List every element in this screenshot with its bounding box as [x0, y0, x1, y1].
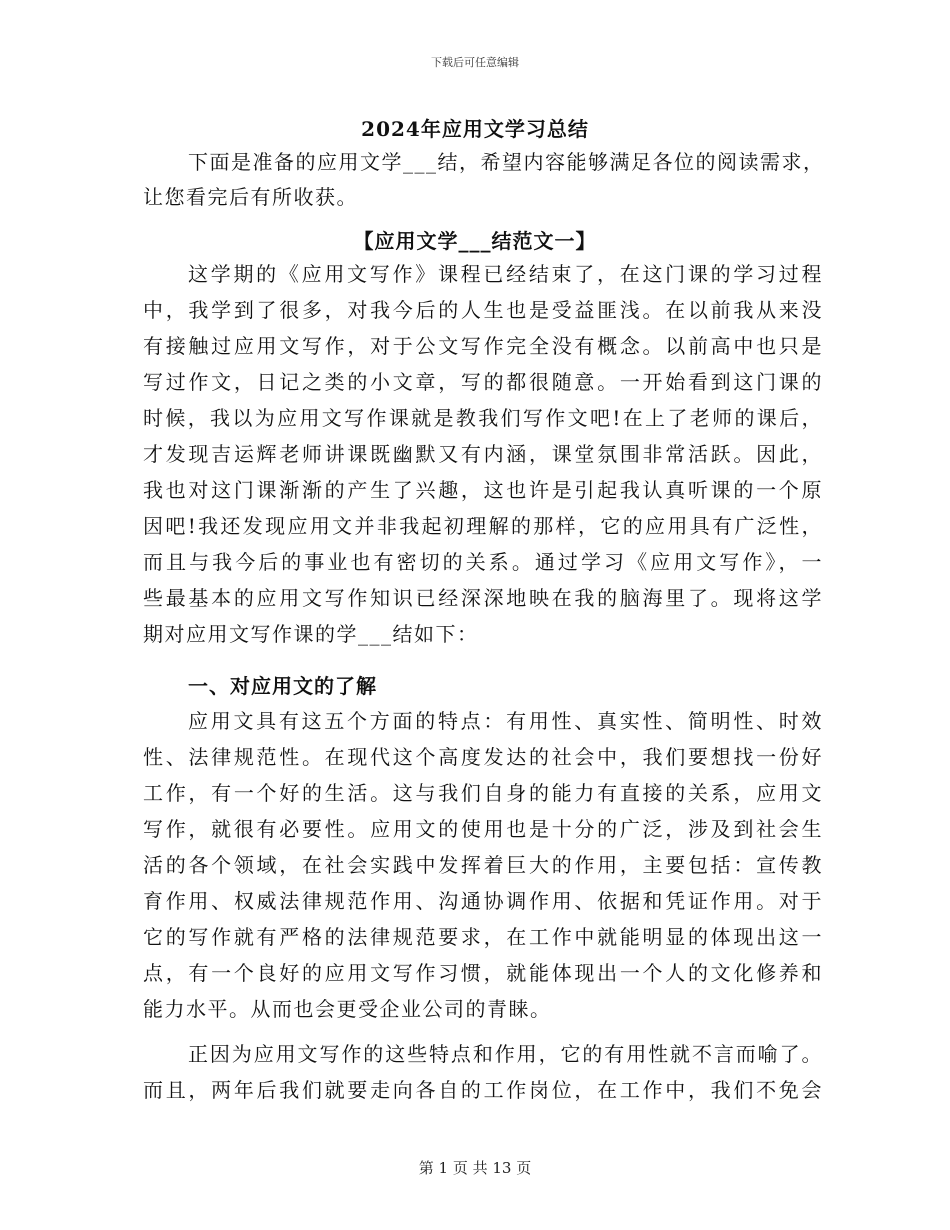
paragraph-line: 有接触过应用文写作，对于公文写作完全没有概念。以前高中也只是	[143, 334, 823, 358]
paragraph-line: 才发现吉运辉老师讲课既幽默又有内涵，课堂氛围非常活跃。因此，	[143, 442, 823, 466]
paragraph-line: 工作，有一个好的生活。这与我们自身的能力有直接的关系，应用文	[143, 781, 823, 805]
paragraph-line: 性、法律规范性。在现代这个高度发达的社会中，我们要想找一份好	[143, 745, 823, 769]
paragraph-line: 期对应用文写作课的学___结如下：	[143, 622, 479, 646]
paragraph-line: 能力水平。从而也会更受企业公司的青睐。	[143, 997, 552, 1021]
paragraph-line: 因吧!我还发现应用文并非我起初理解的那样，它的应用具有广泛性，	[143, 514, 823, 538]
paragraph-line: 育作用、权威法律规范作用、沟通协调作用、依据和凭证作用。对于	[143, 889, 823, 913]
section-heading: 一、对应用文的了解	[188, 674, 377, 698]
paragraph-line: 正因为应用文写作的这些特点和作用，它的有用性就不言而喻了。	[188, 1042, 823, 1066]
paragraph-line: 这学期的《应用文写作》课程已经结束了，在这门课的学习过程	[188, 262, 823, 286]
paragraph-line: 写作，就很有必要性。应用文的使用也是十分的广泛，涉及到社会生	[143, 817, 823, 841]
page-header: 下载后可任意编辑	[431, 56, 519, 69]
paragraph-line: 中，我学到了很多，对我今后的人生也是受益匪浅。在以前我从来没	[143, 298, 823, 322]
page-footer: 第 1 页 共 13 页	[418, 1159, 532, 1177]
paragraph-line: 点，有一个良好的应用文写作习惯，就能体现出一个人的文化修养和	[143, 961, 823, 985]
paragraph-line: 时候，我以为应用文写作课就是教我们写作文吧!在上了老师的课后，	[143, 406, 823, 430]
paragraph-line: 它的写作就有严格的法律规范要求，在工作中就能明显的体现出这一	[143, 925, 823, 949]
paragraph-line: 应用文具有这五个方面的特点：有用性、真实性、简明性、时效	[188, 709, 823, 733]
paragraph-line: 些最基本的应用文写作知识已经深深地映在我的脑海里了。现将这学	[143, 586, 823, 610]
paragraph-line: 而且，两年后我们就要走向各自的工作岗位，在工作中，我们不免会	[143, 1078, 823, 1102]
paragraph-line: 写过作文，日记之类的小文章，写的都很随意。一开始看到这门课的	[143, 370, 823, 394]
paragraph-line: 而且与我今后的事业也有密切的关系。通过学习《应用文写作》，一	[143, 550, 823, 574]
intro-line: 让您看完后有所收获。	[143, 185, 358, 209]
document-title: 2024年应用文学习总结	[361, 117, 589, 141]
paragraph-line: 我也对这门课渐渐的产生了兴趣，这也许是引起我认真听课的一个原	[143, 478, 823, 502]
section-subheading: 【应用文学___结范文一】	[353, 229, 597, 253]
intro-line: 下面是准备的应用文学___结，希望内容能够满足各位的阅读需求，	[188, 150, 825, 174]
paragraph-line: 活的各个领域，在社会实践中发挥着巨大的作用，主要包括：宣传教	[143, 853, 823, 877]
